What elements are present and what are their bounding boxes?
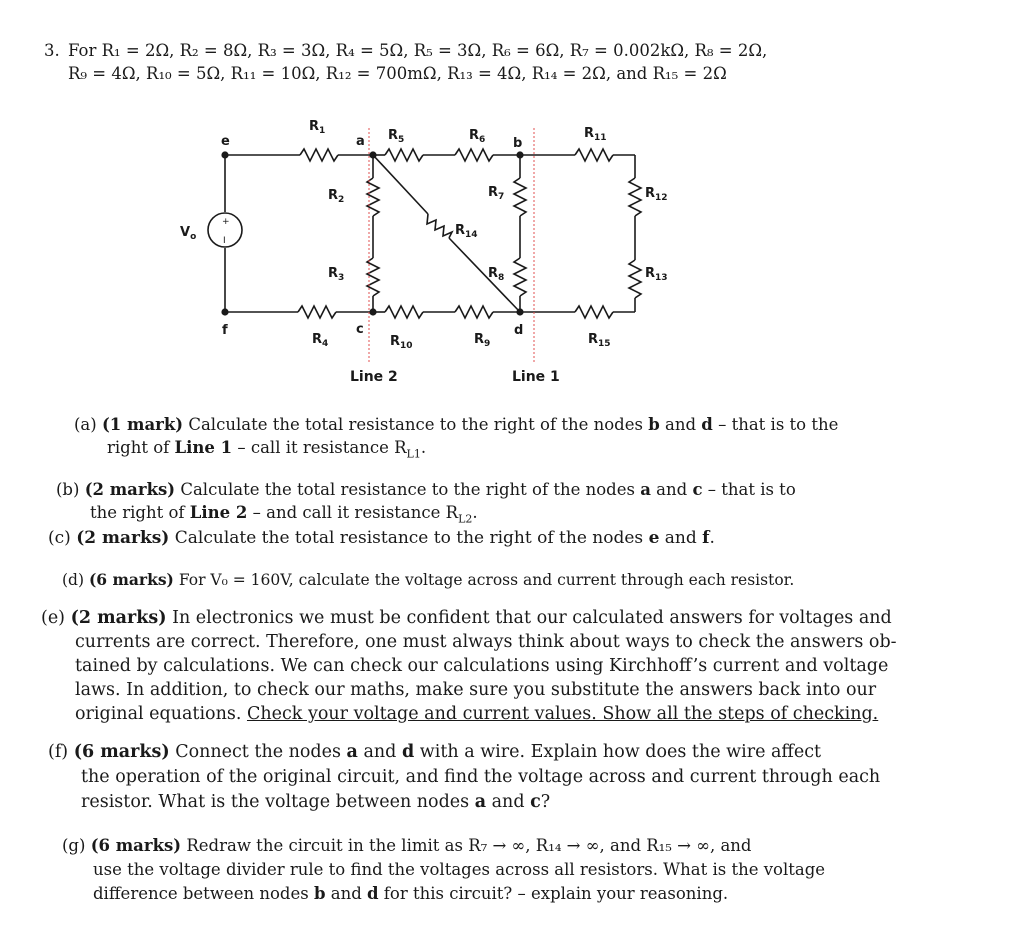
question-g-marks: (6 marks) [90,836,182,855]
line-2-label: Line 2 [350,369,398,385]
question-e-text: In electronics we must be confident that our calculated answers for voltages and [172,608,892,628]
node-ref: b [313,884,326,903]
resistor-r10-label: $R_{10}$ [390,334,413,351]
subscript: L1 [406,447,421,461]
question-a-marks: (1 mark) [101,415,184,434]
question-d [62,568,794,592]
source-plus: + [222,217,230,227]
resistor-r12-symbol [629,178,641,216]
resistor-r9-symbol [455,306,493,318]
question-e-text: original equations. [75,704,247,724]
line-ref: Line 1 [174,438,233,457]
question-e-line-3: tained by calculations. We can check our calculations using Kirchhoff’s current and voltage [75,656,889,676]
period: . [420,438,427,457]
resistor-r6-symbol [455,149,493,161]
resistor-r5-label: $R_5$ [388,128,405,145]
question-b-line-2 [90,501,478,530]
node-ref: d [701,415,713,434]
line-ref: Line 2 [189,503,248,522]
question-f-text: ? [540,792,551,812]
resistor-r6-label: $R_6$ [469,128,486,145]
conj: and [486,792,531,812]
resistor-r2-label: $R_2$ [328,188,345,205]
node-b-label: b [513,136,523,151]
node-ref: a [640,480,651,499]
circuit-diagram [0,0,1024,420]
question-e [41,606,892,630]
node-e-dot [221,151,228,158]
resistor-r9-label: $R_9$ [474,332,491,349]
given-values-line-2: R₉ = 4Ω, R₁₀ = 5Ω, R₁₁ = 10Ω, R₁₂ = 700mΩ, R₁₃ = 4Ω, R₁₄ = 2Ω, and R₁₅ = 2Ω [68,64,727,83]
resistor-r10-symbol [385,306,423,318]
resistor-r13-symbol [629,260,641,298]
subscript: L2 [458,512,473,526]
question-b-marks: (2 marks) [84,480,176,499]
resistor-r15-label: $R_{15}$ [588,332,611,349]
resistor-r7-label: $R_7$ [488,185,505,202]
source-minus: I [223,236,226,246]
node-f-label: f [222,323,228,338]
question-d-text: For V₀ = 160V, calculate the voltage across and current through each resistor. [178,571,795,589]
node-a-dot [369,151,376,158]
question-a-text: – call it resistance R [232,438,407,457]
resistor-r4-label: $R_4$ [312,332,329,349]
source-label: $V_o$ [180,225,197,242]
question-c-marks: (2 marks) [76,528,170,548]
node-f-dot [221,308,228,315]
node-ref: b [648,415,660,434]
question-g [62,834,752,858]
question-a-label: (a) [74,415,97,434]
node-ref: a [346,742,358,762]
question-g-line-3 [93,882,728,906]
question-f-text: resistor. What is the voltage between nodes [81,792,475,812]
question-a-text: – that is to the [712,415,839,434]
question-f-text: Connect the nodes [175,742,347,762]
question-b-text: – and call it resistance R [247,503,459,522]
node-d-dot [516,308,523,315]
question-b-label: (b) [56,480,80,499]
line-1-label: Line 1 [512,369,560,385]
node-b-dot [516,151,523,158]
question-b [56,478,796,501]
problem-number: 3. [44,41,60,60]
question-a [74,413,838,436]
question-b-text: – that is to [702,480,796,499]
question-f-line-3 [81,790,550,815]
node-ref: d [367,884,379,903]
resistor-r12-label: $R_{12}$ [645,186,668,203]
question-g-line-2: use the voltage divider rule to find the voltages across all resistors. What is the voltage [93,860,826,879]
question-d-marks: (6 marks) [88,570,174,589]
node-ref: c [692,480,703,499]
node-a-label: a [356,134,365,149]
question-f-label: (f) [48,742,69,762]
conj: and [659,528,703,548]
question-f-marks: (6 marks) [73,742,170,762]
given-values-line-1: For R₁ = 2Ω, R₂ = 8Ω, R₃ = 3Ω, R₄ = 5Ω, R₅ = 3Ω, R₆ = 6Ω, R₇ = 0.002kΩ, R₈ = 2Ω, [68,41,768,60]
resistor-r14-symbol [427,214,452,238]
question-f-text: with a wire. Explain how does the wire affect [414,742,822,762]
resistor-r8-symbol [514,258,526,296]
question-c [48,527,715,550]
resistor-r1-symbol [300,149,338,161]
node-ref: a [474,792,487,812]
question-e-line-5 [75,702,878,726]
question-g-text: Redraw the circuit in the limit as R₇ → ∞, R₁₄ → ∞, and R₁₅ → ∞, and [186,836,752,855]
conj: and [357,742,402,762]
question-a-text: right of [107,438,175,457]
resistor-r11-label: $R_{11}$ [584,126,607,143]
resistor-r11-symbol [575,149,613,161]
node-c-label: c [356,322,364,337]
question-a-text: Calculate the total resistance to the right of the nodes [188,415,649,434]
node-ref: f [702,528,710,548]
resistor-r13-label: $R_{13}$ [645,266,668,283]
question-a-line-2 [107,436,426,465]
question-d-label: (d) [62,571,85,589]
conj: and [650,480,693,499]
question-g-label: (g) [62,836,86,855]
resistor-r3-label: $R_3$ [328,266,345,283]
node-ref: d [401,742,415,762]
conj: and [659,415,702,434]
question-c-text: Calculate the total resistance to the right of the nodes [174,528,649,548]
question-e-label: (e) [41,608,66,628]
resistor-r14-label: $R_{14}$ [455,223,478,240]
question-e-line-2: currents are correct. Therefore, one must always think about ways to check the answers ob- [75,632,897,652]
node-e-label: e [221,134,230,149]
period: . [472,503,478,522]
resistor-r8-label: $R_8$ [488,266,505,283]
resistor-r1-label: $R_1$ [309,119,326,136]
question-b-text: the right of [90,503,190,522]
question-f [48,740,821,765]
node-ref: e [648,528,660,548]
node-ref: c [530,792,541,812]
resistor-r5-symbol [385,149,423,161]
question-e-line-4: laws. In addition, to check our maths, make sure you substitute the answers back into our [75,680,877,700]
resistor-r15-symbol [575,306,613,318]
node-d-label: d [514,323,524,338]
conj: and [325,884,368,903]
node-c-dot [369,308,376,315]
resistor-r4-symbol [298,306,336,318]
question-c-label: (c) [48,528,71,548]
question-e-marks: (2 marks) [70,608,167,628]
period: . [709,528,715,548]
question-g-text: for this circuit? – explain your reasoning. [378,884,729,903]
question-g-text: difference between nodes [93,884,314,903]
question-e-underlined: Check your voltage and current values. Show all the steps of checking. [246,704,879,724]
resistor-r7-symbol [514,178,526,216]
question-f-line-2: the operation of the original circuit, and find the voltage across and current through each [81,767,881,787]
question-b-text: Calculate the total resistance to the right of the nodes [180,480,641,499]
